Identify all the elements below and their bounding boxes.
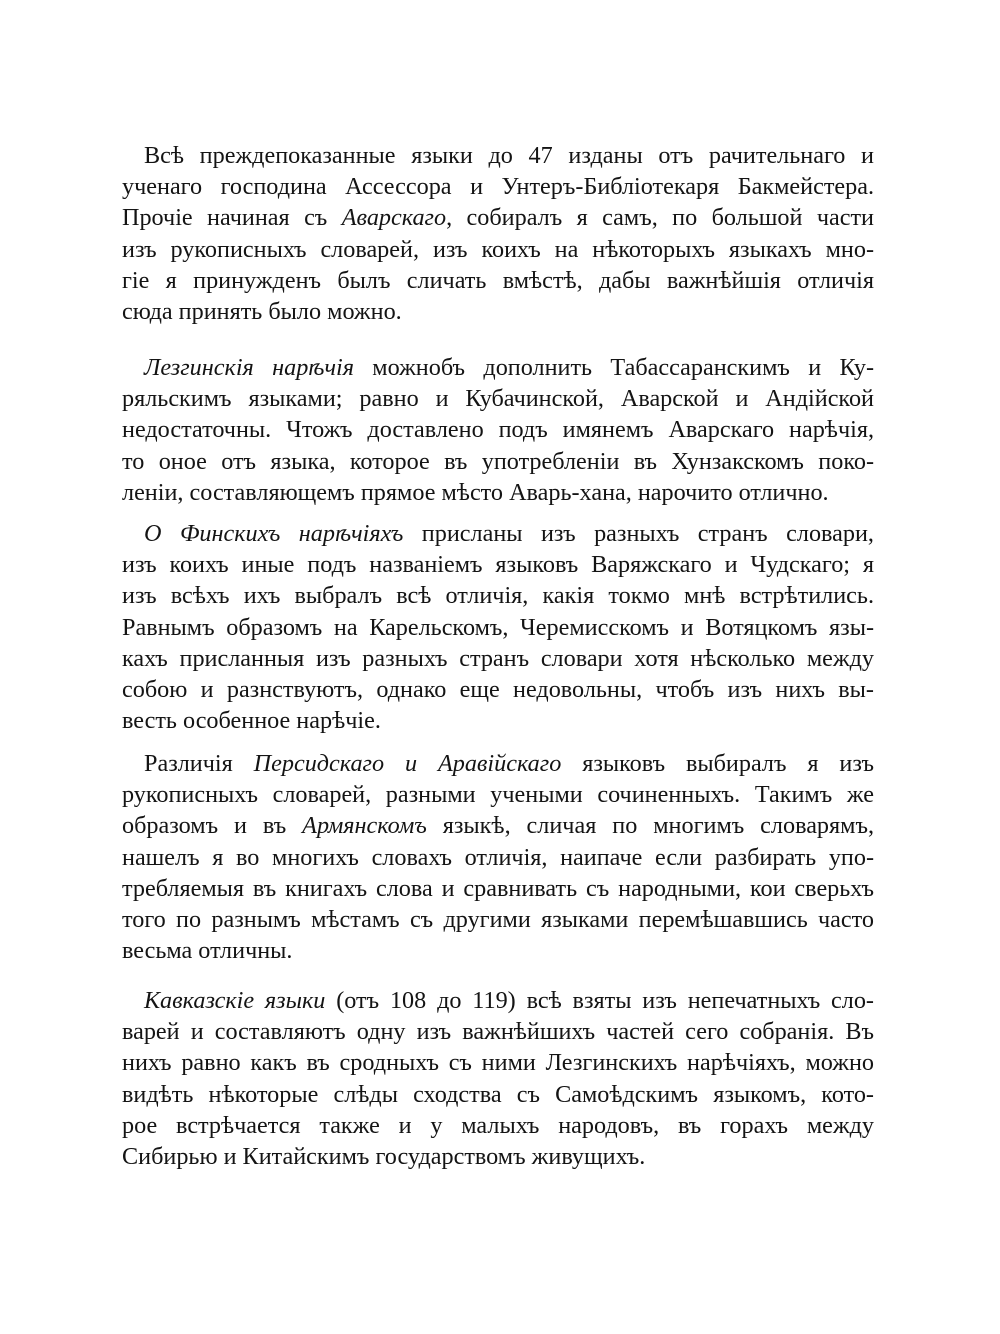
text-line: ряльскимъ языками; равно и Кубачинской, Аварской и Андійской bbox=[122, 385, 874, 413]
text-line: кахъ присланныя изъ разныхъ странъ словари хотя нѣсколько между bbox=[122, 644, 874, 672]
text-line: весьма отличны. bbox=[122, 937, 293, 965]
text-line: то оное отъ языка, которое въ употребленіи въ Хунзакскомъ поко- bbox=[122, 447, 874, 475]
text-line: О Финскихъ нарѣчіяхъ присланы изъ разныхъ странъ словари, bbox=[144, 520, 874, 547]
text-line: того по разнымъ мѣстамъ съ другими языками перемѣшавшись часто bbox=[122, 905, 874, 933]
text-line: леніи, составляющемъ прямое мѣсто Аварь-хана, нарочито отлично. bbox=[122, 478, 829, 506]
text-line: нашелъ я во многихъ словахъ отличія, наипаче если разбирать упо- bbox=[122, 843, 874, 871]
text-line: изъ рукописныхъ словарей, изъ коихъ на нѣкоторыхъ языкахъ мно- bbox=[122, 235, 874, 263]
text-line: Равнымъ образомъ на Карельскомъ, Черемисскомъ и Вотяцкомъ язы- bbox=[122, 613, 874, 641]
text-line: Кавказскіе языки (отъ 108 до 119) всѣ взяты изъ непечатныхъ сло- bbox=[144, 987, 874, 1014]
paragraph-3 bbox=[122, 518, 874, 736]
text-line: Лезгинскія нарѣчія можнобъ дополнить Табассаранскимъ и Ку- bbox=[144, 354, 874, 381]
text-line: ученаго господина Ассессора и Унтеръ-Библіотекаря Бакмейстера. bbox=[122, 173, 874, 201]
text-line: изъ коихъ иные подъ названіемъ языковъ Варяжскаго и Чудскаго; я bbox=[122, 551, 874, 579]
text-line: сюда принять было можно. bbox=[122, 297, 402, 325]
text-line: рукописныхъ словарей, разными учеными сочиненныхъ. Такимъ же bbox=[122, 781, 874, 809]
paragraph-5 bbox=[122, 985, 874, 1172]
text-line: весть особенное нарѣчіе. bbox=[122, 707, 381, 735]
text-line: собою и разнствуютъ, однако еще недовольны, чтобъ изъ нихъ вы- bbox=[122, 675, 874, 703]
text-line: недостаточны. Чтожъ доставлено подъ имянемъ Аварскаго нарѣчія, bbox=[122, 416, 874, 444]
text-line: видѣть нѣкоторые слѣды сходства съ Самоѣдскимъ языкомъ, кото- bbox=[122, 1080, 874, 1108]
text-line: образомъ и въ Армянскомъ языкѣ, сличая по многимъ словарямъ, bbox=[122, 812, 875, 840]
text-line: Всѣ преждепоказанные языки до 47 изданы отъ рачительнаго и bbox=[144, 142, 874, 169]
text-line: Сибирью и Китайскимъ государствомъ живущихъ. bbox=[122, 1142, 646, 1170]
text-line: гіе я принужденъ былъ сличать вмѣстѣ, дабы важнѣйшія отличія bbox=[122, 266, 874, 294]
text-line: Прочіе начиная съ Аварскаго, собиралъ я самъ, по большой части bbox=[122, 204, 874, 232]
paragraph-2 bbox=[122, 352, 874, 508]
text-line: рое встрѣчается также и у малыхъ народовъ, въ горахъ между bbox=[122, 1111, 874, 1139]
text-line: Различія Персидскаго и Аравійскаго языковъ выбиралъ я изъ bbox=[144, 750, 874, 777]
paragraph-1 bbox=[122, 140, 874, 327]
paragraph-4 bbox=[122, 748, 874, 966]
text-line: нихъ равно какъ въ сродныхъ съ ними Лезгинскихъ нарѣчіяхъ, можно bbox=[122, 1049, 874, 1077]
text-line: изъ всѣхъ ихъ выбралъ всѣ отличія, какія токмо мнѣ встрѣтились. bbox=[122, 582, 874, 610]
text-line: требляемыя въ книгахъ слова и сравнивать съ народными, кои сверьхъ bbox=[122, 874, 874, 902]
text-line: варей и составляютъ одну изъ важнѣйшихъ частей сего собранія. Въ bbox=[122, 1018, 874, 1046]
